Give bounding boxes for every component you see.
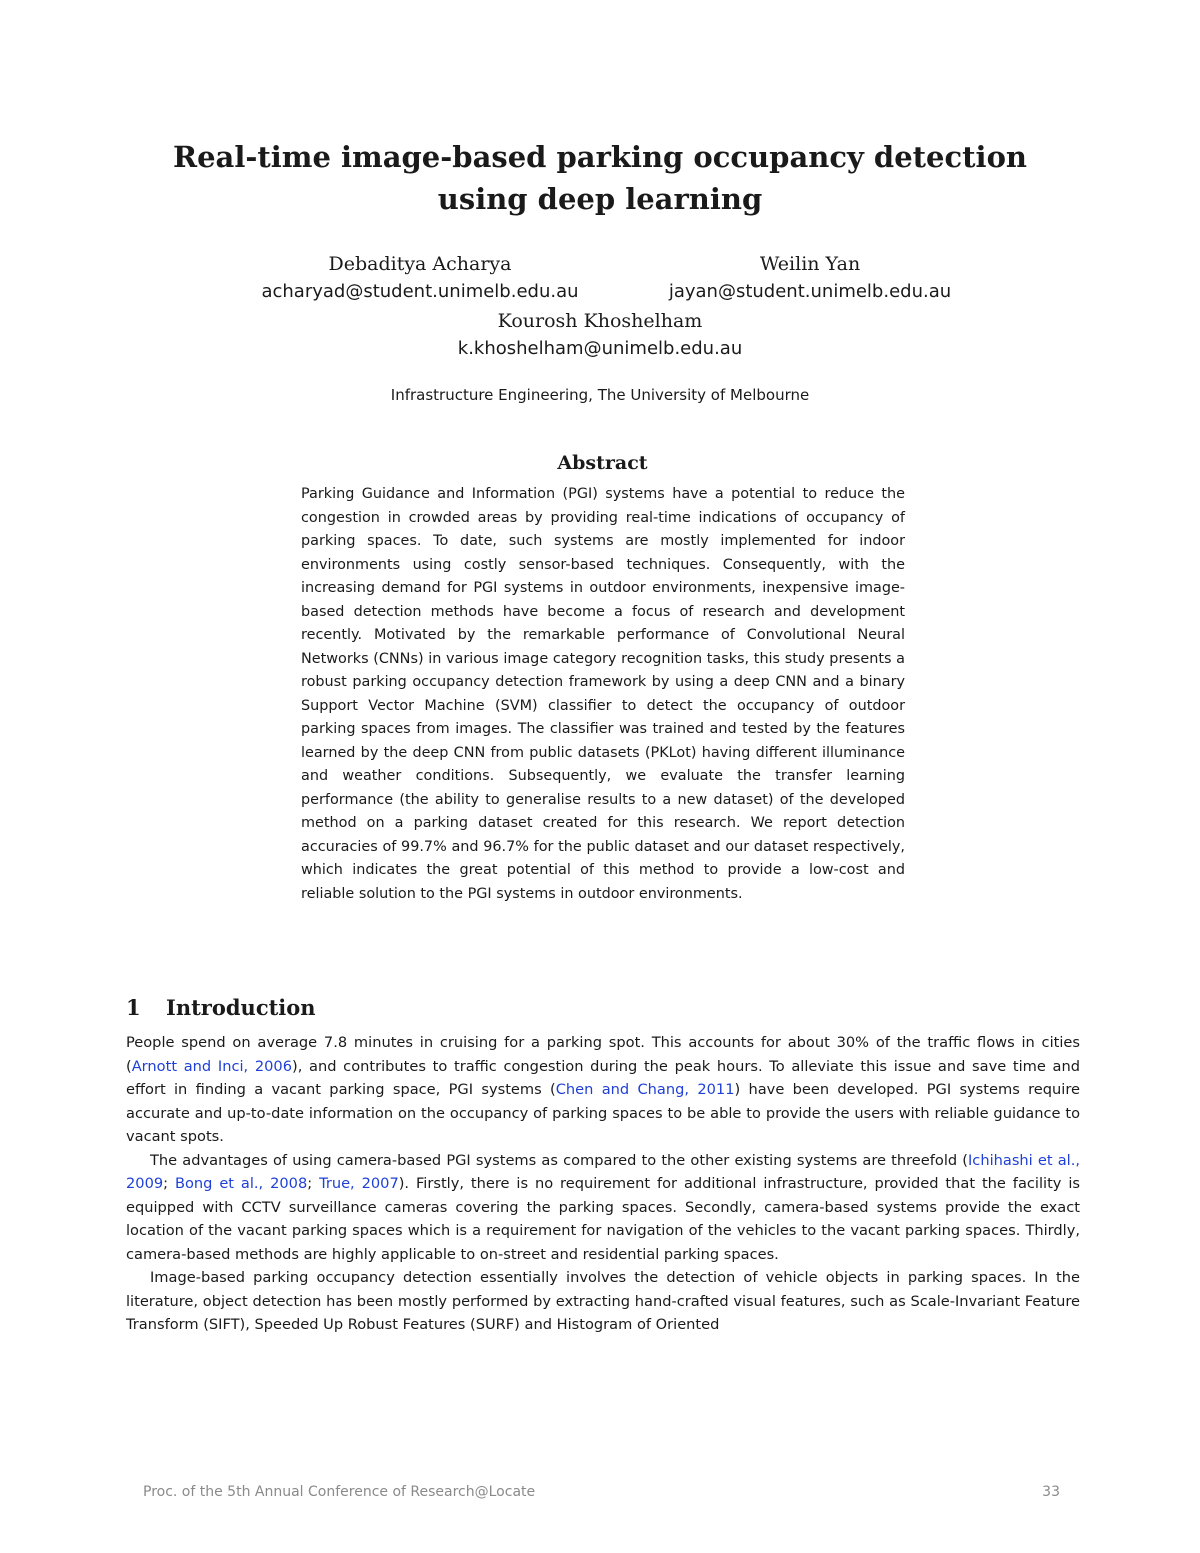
title-line-1: Real-time image-based parking occupancy detection [173,140,1027,174]
citation-link[interactable]: Bong et al., 2008 [174,1175,308,1192]
author-block-3 [380,307,820,363]
section-number: 1 [126,995,141,1020]
citation-link[interactable]: True, 2007 [319,1175,399,1192]
affiliation: Infrastructure Engineering, The University of Melbourne [390,386,810,404]
section-heading [126,994,726,1022]
paragraph [126,1149,1080,1267]
paragraph-text: ), and contributes to traffic congestion during the peak hours. To alleviate this issue and save time and effort in finding a vacant parking space, PGI systems ( [126,1057,1080,1098]
citation-link[interactable]: Ichihashi et al., 2009 [126,1151,1080,1192]
citation-separator: ; [163,1175,175,1192]
paragraph-text: The advantages of using camera-based PGI systems as compared to the other existing systems are threefold ( [150,1151,968,1169]
footer-conference: Proc. of the 5th Annual Conference of Research@Locate [143,1484,536,1500]
citation-separator: ; [307,1175,320,1192]
introduction-body [126,1031,1080,1337]
author-email[interactable]: acharyad@student.unimelb.edu.au [261,281,579,302]
author-name: Kourosh Khoshelham [497,310,703,332]
author-name: Weilin Yan [759,253,861,275]
paragraph-text: People spend on average 7.8 minutes in cruising for a parking spot. This accounts for about 30% of the traffic flows in cities ( [126,1034,1080,1075]
section-title: Introduction [166,995,316,1020]
paragraph-text: ) have been developed. PGI systems require accurate and up-to-date information on the occupancy of parking spaces to be able to provide the users with reliable guidance to vacant spots. [126,1081,1081,1145]
paper-title [120,136,1080,220]
author-block-2 [605,250,1015,306]
paragraph: Image-based parking occupancy detection essentially involves the detection of vehicle objects in parking spaces. In the literature, object detection has been mostly performed by extracting hand-crafted visual features, such as Scale-Invariant Feature Transform (SIFT), Speeded Up Robust Features (SURF) and Histogram of Oriented [126,1269,1080,1333]
abstract-heading: Abstract [557,452,648,474]
author-email[interactable]: jayan@student.unimelb.edu.au [668,281,952,302]
author-email[interactable]: k.khoshelham@unimelb.edu.au [457,338,743,359]
author-name: Debaditya Acharya [328,253,512,275]
paragraph [126,1031,1080,1149]
author-block-1 [220,250,620,306]
footer-page-number: 33 [1042,1484,1060,1500]
citation-link[interactable]: Arnott and Inci, 2006 [131,1057,292,1075]
citation-link[interactable]: Chen and Chang, 2011 [555,1081,735,1098]
title-line-2: using deep learning [437,182,763,216]
paragraph-text: ). Firstly, there is no requirement for additional infrastructure, provided that the facility is equipped with CCTV surveillance cameras covering the parking spaces. Secondly, camera-based systems provide the exact location of the vacant parking spaces which is a requirement for navigation of the vehicles to the vacant parking spaces. Thirdly, camera-based methods are highly applicable to on-street and residential parking spaces. [126,1175,1080,1263]
abstract-text: Parking Guidance and Information (PGI) systems have a potential to reduce the congestion in crowded areas by providing real-time indications of occupancy of parking spaces. To date, such systems are mostly implemented for indoor environments using costly sensor-based techniques. Consequently, with the increasing demand for PGI systems in outdoor environments, inexpensive image-based detection methods have become a focus of research and development recently. Motivated by the remarkable performance of Convolutional Neural Networks (CNNs) in various image category recognition tasks, this study presents a robust parking occupancy detection framework by using a deep CNN and a binary Support Vector Machine (SVM) classifier to detect the occupancy of outdoor parking spaces from images. The classifier was trained and tested by the features learned by the deep CNN from public datasets (PKLot) having different illuminance and weather conditions. Subsequently, we evaluate the transfer learning performance (the ability to generalise results to a new dataset) of the developed method on a parking dataset created for this research. We report detection accuracies of 99.7% and 96.7% for the public dataset and our dataset respectively, which indicates the great potential of this method to provide a low-cost and reliable solution to the PGI systems in outdoor environments. [301,486,905,902]
